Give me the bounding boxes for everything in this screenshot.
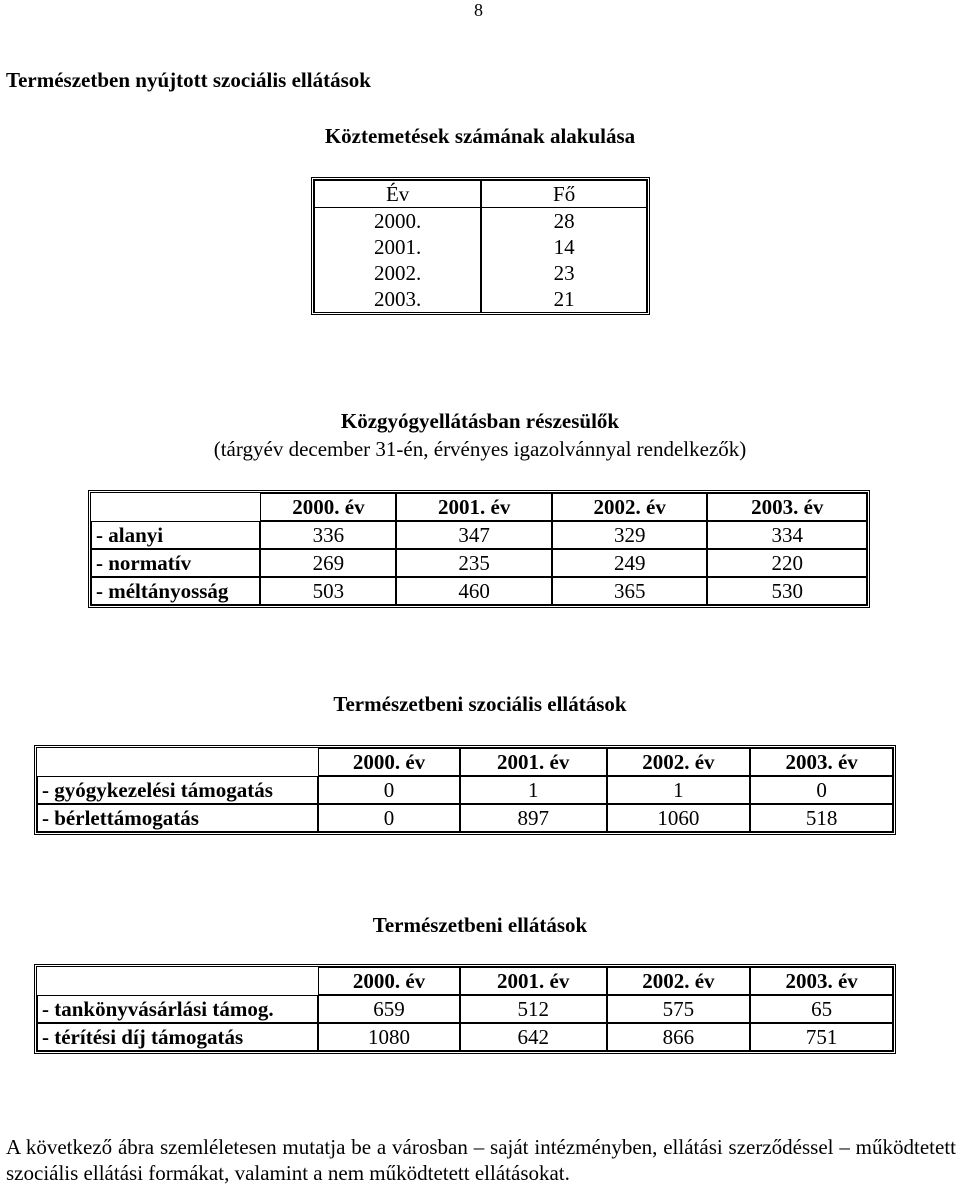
table-row <box>91 521 867 549</box>
cell-value: 249 <box>552 549 708 577</box>
row-label: - térítési díj támogatás <box>37 1023 318 1051</box>
medical-header-empty <box>91 493 260 521</box>
cell-value: 347 <box>396 521 552 549</box>
funeral-year: 2001. <box>314 234 481 260</box>
social-inkind-header-2002: 2002. év <box>607 748 751 776</box>
cell-value: 460 <box>396 577 552 605</box>
cell-value: 642 <box>460 1023 607 1051</box>
cell-value: 65 <box>750 995 893 1023</box>
inkind-header-2001: 2001. év <box>460 967 607 995</box>
row-label: - normatív <box>91 549 260 577</box>
social-inkind-header-2003: 2003. év <box>750 748 893 776</box>
table-row <box>37 1023 893 1051</box>
funeral-header-row <box>314 180 647 208</box>
medical-header-2000: 2000. év <box>260 493 396 521</box>
cell-value: 336 <box>260 521 396 549</box>
cell-value: 530 <box>707 577 867 605</box>
table-row <box>37 776 893 804</box>
funeral-year: 2003. <box>314 286 481 312</box>
table-row <box>314 286 647 312</box>
medical-header-row <box>91 493 867 521</box>
table-row <box>37 995 893 1023</box>
cell-value: 329 <box>552 521 708 549</box>
medical-table-title: Közgyógyellátásban részesülők <box>340 409 620 433</box>
cell-value: 1060 <box>607 804 751 832</box>
cell-value: 334 <box>707 521 867 549</box>
cell-value: 659 <box>318 995 460 1023</box>
inkind-header-empty <box>37 967 318 995</box>
social-inkind-header-2000: 2000. év <box>318 748 460 776</box>
footer-paragraph: A következő ábra szemléletesen mutatja be a városban – saját intézményben, ellátási szerződéssel – működtetett szociális ellátási formákat, valamint a nem működtetett ellátásokat. <box>6 1135 956 1185</box>
section-title: Természetben nyújtott szociális ellátások <box>6 68 371 92</box>
cell-value: 220 <box>707 549 867 577</box>
inkind-header-2003: 2003. év <box>750 967 893 995</box>
inkind-table <box>34 964 896 1054</box>
funeral-table <box>311 177 650 315</box>
table-row <box>314 260 647 286</box>
row-label: - bérlettámogatás <box>37 804 318 832</box>
table-row <box>91 577 867 605</box>
cell-value: 897 <box>460 804 607 832</box>
row-label: - alanyi <box>91 521 260 549</box>
cell-value: 0 <box>318 776 460 804</box>
cell-value: 235 <box>396 549 552 577</box>
table-row <box>314 234 647 260</box>
table-row <box>314 208 647 234</box>
medical-header-2003: 2003. év <box>707 493 867 521</box>
funeral-year: 2002. <box>314 260 481 286</box>
page-number: 8 <box>474 0 483 20</box>
row-label: - gyógykezelési támogatás <box>37 776 318 804</box>
row-label: - méltányosság <box>91 577 260 605</box>
funeral-year: 2000. <box>314 208 481 234</box>
inkind-header-2000: 2000. év <box>318 967 460 995</box>
social-inkind-header-2001: 2001. év <box>460 748 607 776</box>
cell-value: 518 <box>750 804 893 832</box>
funeral-count: 23 <box>481 260 647 286</box>
inkind-header-2002: 2002. év <box>607 967 751 995</box>
medical-header-2001: 2001. év <box>396 493 552 521</box>
inkind-table-title: Természetbeni ellátások <box>372 913 588 937</box>
cell-value: 0 <box>318 804 460 832</box>
social-inkind-table <box>34 745 896 835</box>
cell-value: 503 <box>260 577 396 605</box>
medical-table <box>88 490 870 608</box>
cell-value: 575 <box>607 995 751 1023</box>
funeral-count: 21 <box>481 286 647 312</box>
cell-value: 1080 <box>318 1023 460 1051</box>
funeral-header-year: Év <box>314 180 481 208</box>
cell-value: 866 <box>607 1023 751 1051</box>
funeral-count: 28 <box>481 208 647 234</box>
social-inkind-table-title: Természetbeni szociális ellátások <box>333 692 627 716</box>
table-row <box>37 804 893 832</box>
funeral-count: 14 <box>481 234 647 260</box>
table-row <box>91 549 867 577</box>
cell-value: 365 <box>552 577 708 605</box>
social-inkind-header-row <box>37 748 893 776</box>
cell-value: 0 <box>750 776 893 804</box>
cell-value: 269 <box>260 549 396 577</box>
inkind-header-row <box>37 967 893 995</box>
medical-header-2002: 2002. év <box>552 493 708 521</box>
funeral-table-title: Köztemetések számának alakulása <box>324 124 636 148</box>
medical-table-subtitle: (tárgyév december 31-én, érvényes igazolvánnyal rendelkezők) <box>213 437 747 461</box>
cell-value: 1 <box>460 776 607 804</box>
cell-value: 1 <box>607 776 751 804</box>
cell-value: 751 <box>750 1023 893 1051</box>
funeral-header-count: Fő <box>481 180 647 208</box>
cell-value: 512 <box>460 995 607 1023</box>
row-label: - tankönyvásárlási támog. <box>37 995 318 1023</box>
social-inkind-header-empty <box>37 748 318 776</box>
